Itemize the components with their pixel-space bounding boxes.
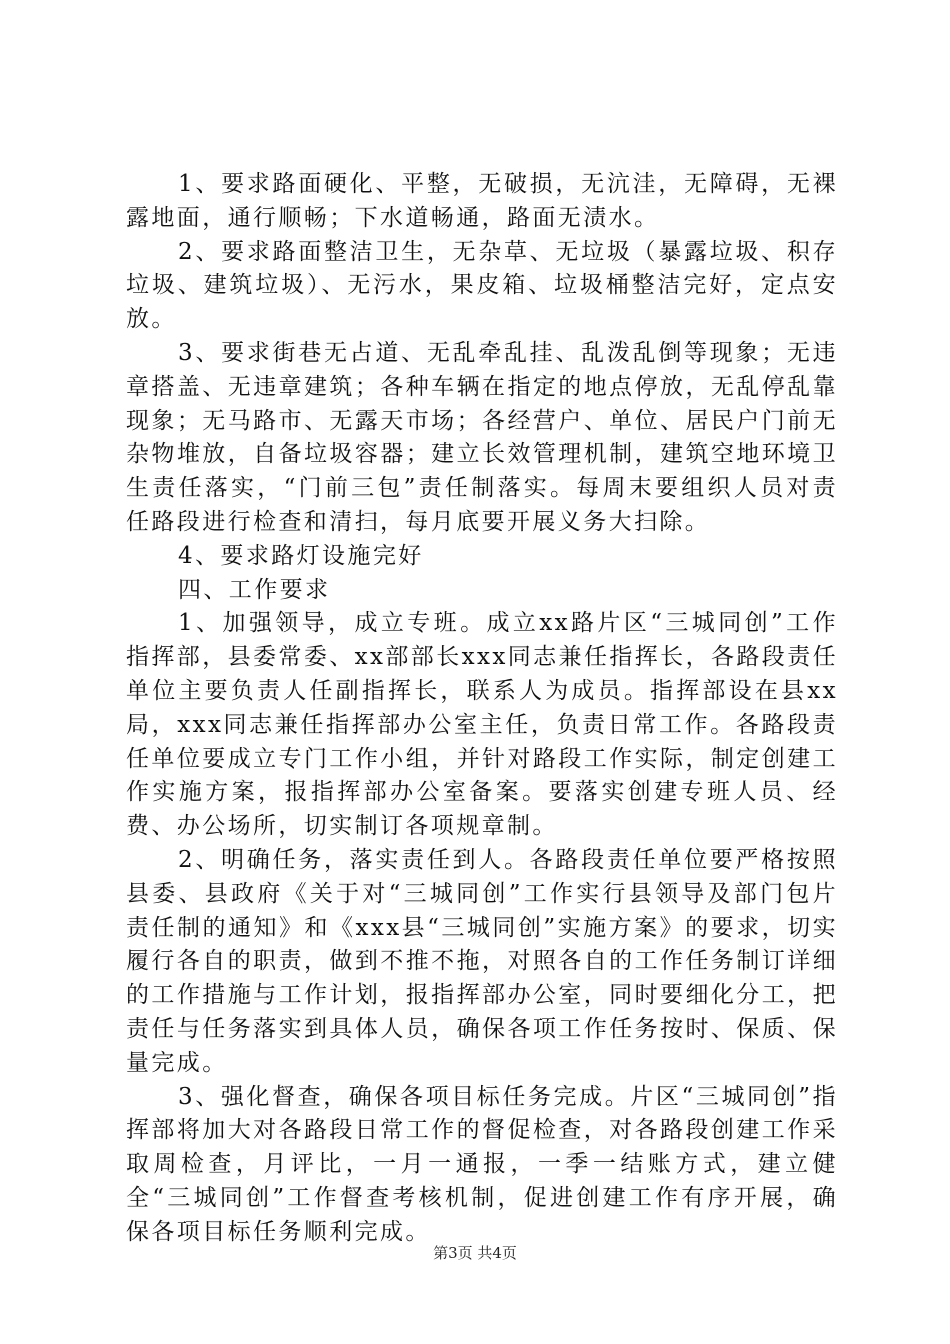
section-heading-work-requirements: 四、工作要求 [178, 576, 331, 603]
paragraph-leadership: 1、加强领导，成立专班。成立xx路片区“三城同创”工作指挥部，县委常委、xx部部长xxx同志兼任指挥长，各路段责任单位主要负责人任副指挥长，联系人为成员。指挥部设在县xx局，xxx同志兼任指挥部办公室主任，负责日常工作。各路段责任单位要成立专门工作小组，并针对路段工作实际，制定创建工作实施方案，报指挥部办公室备案。要落实创建专班人员、经费、办公场所，切实制订各项规章制。 [126, 610, 838, 840]
paragraph-road-cleanliness: 2、要求路面整洁卫生，无杂草、无垃圾（暴露垃圾、积存垃圾、建筑垃圾）、无污水，果皮箱、垃圾桶整洁完好，定点安放。 [126, 238, 838, 333]
document-body [126, 168, 838, 1250]
page-number-footer: 第3页 共4页 [433, 1244, 517, 1262]
paragraph-responsibility: 2、明确任务，落实责任到人。各路段责任单位要严格按照县委、县政府《关于对“三城同创”工作实行县领导及部门包片责任制的通知》和《xxx县“三城同创”实施方案》的要求，切实履行各自的职责，做到不推不拖，对照各自的工作任务制订详细的工作措施与工作计划，报指挥部办公室，同时要细化分工，把责任与任务落实到具体人员，确保各项工作任务按时、保质、保量完成。 [126, 846, 838, 1076]
paragraph-road-hardening: 1、要求路面硬化、平整，无破损，无沆洼，无障碍，无裸露地面，通行顺畅；下水道畅通，路面无渍水。 [126, 171, 838, 231]
paragraph-street-order: 3、要求街巷无占道、无乱牵乱挂、乱泼乱倒等现象；无违章搭盖、无违章建筑；各种车辆在指定的地点停放，无乱停乱靠现象；无马路市、无露天市场；各经营户、单位、居民户门前无杂物堆放，自备垃圾容器；建立长效管理机制，建筑空地环境卫生责任落实，“门前三包”责任制落实。每周末要组织人员对责任路段进行检查和清扫，每月底要开展义务大扫除。 [126, 339, 838, 535]
paragraph-street-lights: 4、要求路灯设施完好 [178, 542, 424, 569]
paragraph-supervision: 3、强化督查，确保各项目标任务完成。片区“三城同创”指挥部将加大对各路段日常工作的督促检查，对各路段创建工作采取周检查，月评比，一月一通报，一季一结账方式，建立健全“三城同创”工作督查考核机制，促进创建工作有序开展，确保各项目标任务顺利完成。 [126, 1083, 838, 1245]
